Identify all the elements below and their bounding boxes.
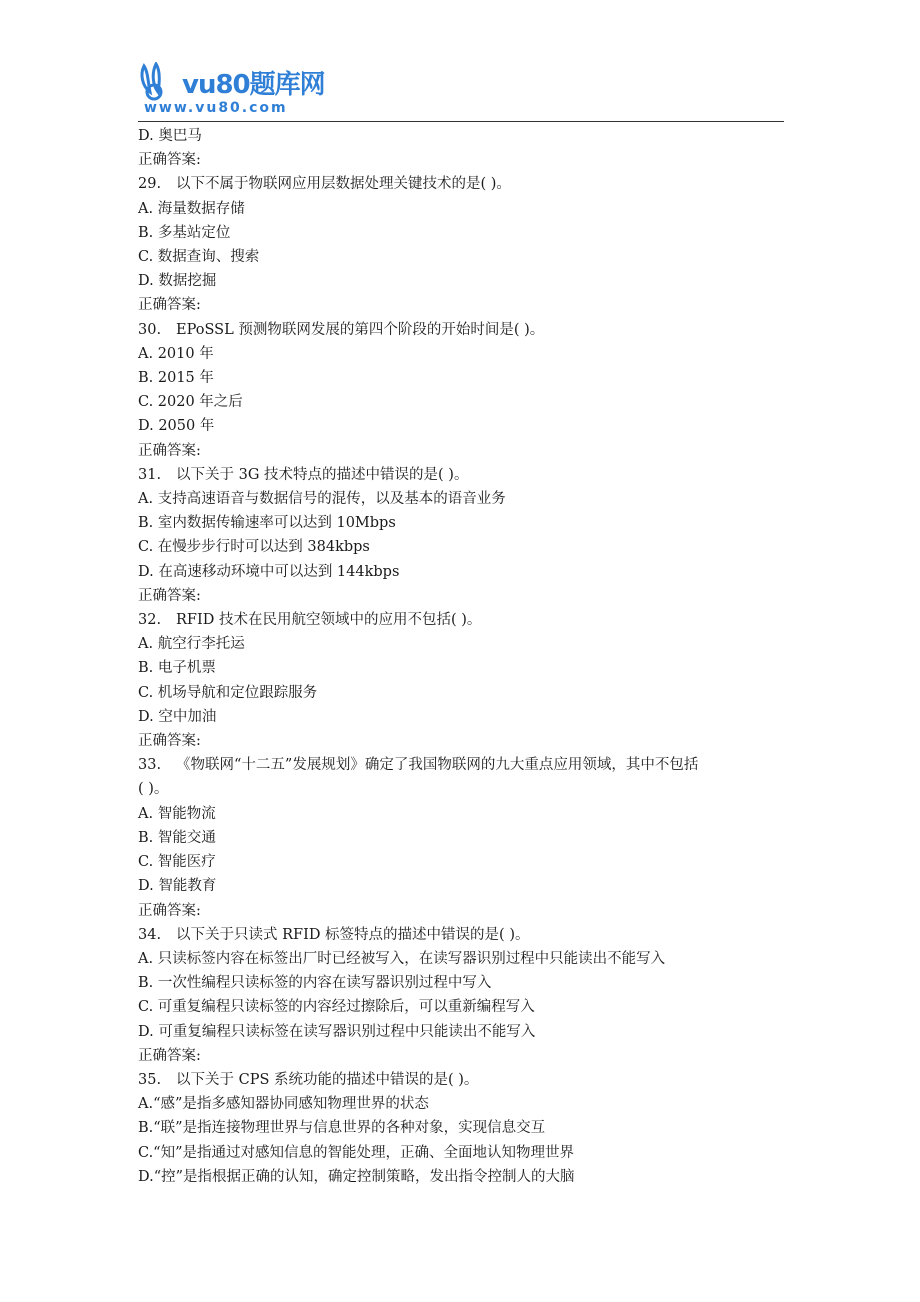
question-32 [138, 608, 788, 632]
option-d: D. 数据挖掘 [138, 273, 217, 290]
question-35 [138, 1068, 788, 1092]
question-number: 33. [138, 757, 162, 774]
answer-label: 正确答案: [138, 297, 201, 314]
answer-label: 正确答案: [138, 733, 201, 750]
option-c: C. 可重复编程只读标签的内容经过擦除后，可以重新编程写入 [138, 999, 535, 1016]
question-text-continued: ( )。 [138, 781, 169, 798]
option-d: D. 可重复编程只读标签在读写器识别过程中只能读出不能写入 [138, 1023, 536, 1040]
question-text: 《物联网“十二五”发展规划》确定了我国物联网的九大重点应用领域，其中不包括 [176, 757, 699, 774]
question-number: 34. [138, 926, 162, 943]
option-c: C.“知”是指通过对感知信息的智能处理，正确、全面地认知物理世界 [138, 1144, 575, 1161]
option-b: B. 室内数据传输速率可以达到 10Mbps [138, 515, 396, 532]
question-text: 以下关于只读式 RFID 标签特点的描述中错误的是( )。 [176, 926, 530, 943]
rabbit-logo-icon [138, 62, 184, 102]
option-a: A. 2010 年 [138, 345, 214, 362]
option-d: D.“控”是指根据正确的认知，确定控制策略，发出指令控制人的大脑 [138, 1168, 575, 1185]
option-b: B. 2015 年 [138, 370, 214, 387]
question-34 [138, 923, 788, 947]
header-rule [138, 121, 784, 122]
option-b: B. 一次性编程只读标签的内容在读写器识别过程中写入 [138, 975, 492, 992]
option-d: D. 2050 年 [138, 418, 215, 435]
question-text: 以下关于 3G 技术特点的描述中错误的是( )。 [176, 466, 469, 483]
answer-label: 正确答案: [138, 1047, 201, 1064]
site-logo[interactable] [138, 62, 328, 120]
question-33 [138, 753, 788, 777]
option-a: A. 智能物流 [138, 805, 216, 822]
question-number: 35. [138, 1071, 162, 1088]
option-b: B. 多基站定位 [138, 224, 231, 241]
document-body [138, 124, 788, 1189]
option-b: B.“联”是指连接物理世界与信息世界的各种对象，实现信息交互 [138, 1120, 546, 1137]
logo-title: vu80题库网 [182, 70, 325, 100]
option-a: A. 海量数据存储 [138, 200, 245, 217]
question-31 [138, 463, 788, 487]
option-c: C. 在慢步步行时可以达到 384kbps [138, 539, 370, 556]
option-c: C. 机场导航和定位跟踪服务 [138, 684, 318, 701]
logo-url[interactable]: www.vu80.com [144, 100, 288, 116]
question-29 [138, 172, 788, 196]
option-a: A. 支持高速语音与数据信号的混传，以及基本的语音业务 [138, 491, 506, 508]
page-header [138, 62, 784, 124]
option-b: B. 电子机票 [138, 660, 216, 677]
option-c: C. 数据查询、搜索 [138, 249, 260, 266]
question-text: RFID 技术在民用航空领域中的应用不包括( )。 [176, 612, 482, 629]
question-number: 29. [138, 176, 162, 193]
option-d: D. 在高速移动环境中可以达到 144kbps [138, 563, 400, 580]
option-a: A. 只读标签内容在标签出厂时已经被写入，在读写器识别过程中只能读出不能写入 [138, 950, 666, 967]
answer-label: 正确答案: [138, 587, 201, 604]
option-d: D. 奥巴马 [138, 128, 202, 144]
question-text: EPoSSL 预测物联网发展的第四个阶段的开始时间是( )。 [176, 321, 545, 338]
question-number: 31. [138, 466, 162, 483]
option-b: B. 智能交通 [138, 829, 216, 846]
option-d: D. 空中加油 [138, 708, 217, 725]
option-d: D. 智能教育 [138, 878, 217, 895]
answer-label: 正确答案: [138, 152, 201, 169]
question-text: 以下关于 CPS 系统功能的描述中错误的是( )。 [176, 1071, 479, 1088]
option-a: A.“感”是指多感知器协同感知物理世界的状态 [138, 1096, 429, 1113]
option-c: C. 智能医疗 [138, 854, 216, 871]
question-number: 30. [138, 321, 162, 338]
answer-label: 正确答案: [138, 902, 201, 919]
option-a: A. 航空行李托运 [138, 636, 245, 653]
option-c: C. 2020 年之后 [138, 394, 243, 411]
question-30 [138, 318, 788, 342]
question-text: 以下不属于物联网应用层数据处理关键技术的是( )。 [176, 176, 511, 193]
question-number: 32. [138, 612, 162, 629]
answer-label: 正确答案: [138, 442, 201, 459]
